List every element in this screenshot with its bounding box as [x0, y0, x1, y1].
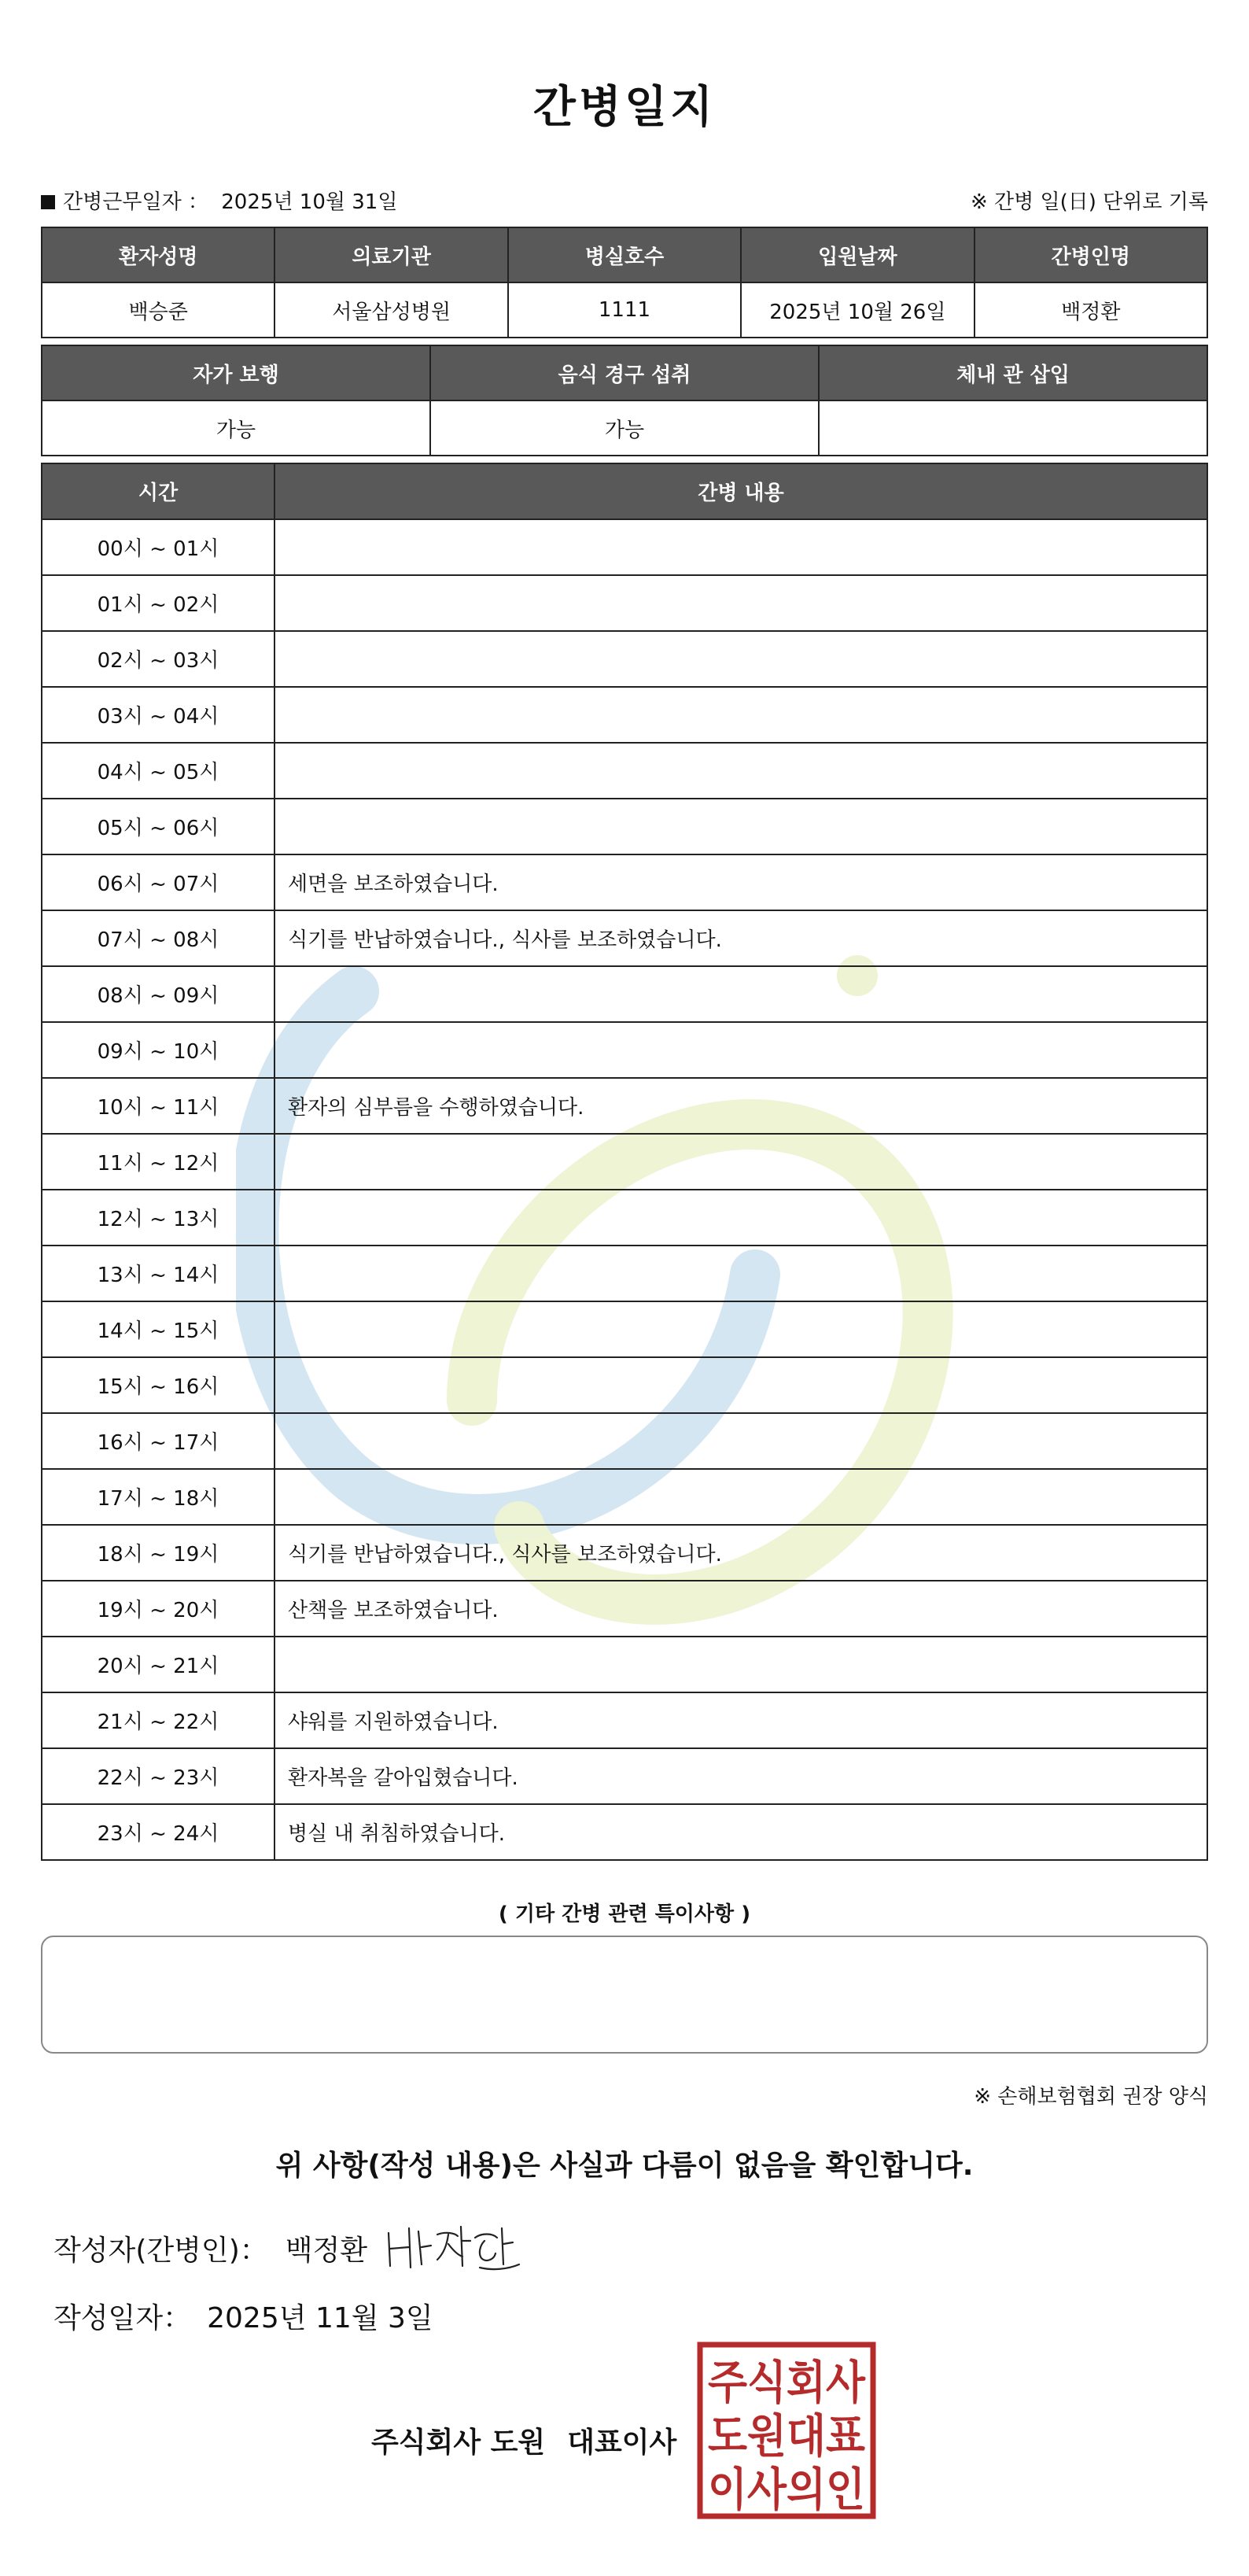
care-log-content: 식기를 반납하였습니다., 식사를 보조하였습니다.	[274, 1525, 1207, 1581]
care-log-content: 병실 내 취침하였습니다.	[274, 1804, 1207, 1860]
room-number: 1111	[508, 282, 741, 338]
header-tube-insertion: 체내 관 삽입	[819, 345, 1207, 400]
handwritten-signature	[382, 2217, 524, 2280]
care-log-row	[42, 1078, 1207, 1134]
care-log-time: 05시 ~ 06시	[42, 799, 274, 854]
form-source-note: ※ 손해보험협회 권장 양식	[974, 2085, 1208, 2109]
care-log-content	[274, 519, 1207, 575]
care-log-content	[274, 1301, 1207, 1357]
care-log-row	[42, 1804, 1207, 1860]
care-log-time: 21시 ~ 22시	[42, 1692, 274, 1748]
care-log-time: 18시 ~ 19시	[42, 1525, 274, 1581]
care-log-time: 04시 ~ 05시	[42, 743, 274, 799]
care-log-row	[42, 1748, 1207, 1804]
header-hospital: 의료기관	[274, 227, 507, 282]
company-seal-stamp	[697, 2342, 876, 2519]
patient-name: 백승준	[42, 282, 274, 338]
patient-status-table	[41, 345, 1208, 456]
care-log-time: 11시 ~ 12시	[42, 1134, 274, 1190]
header-admission-date: 입원날짜	[741, 227, 974, 282]
care-log-row	[42, 1469, 1207, 1525]
care-log-row	[42, 519, 1207, 575]
care-log-time: 03시 ~ 04시	[42, 687, 274, 743]
care-log-time: 07시 ~ 08시	[42, 910, 274, 966]
care-log-content: 샤워를 지원하였습니다.	[274, 1692, 1207, 1748]
care-log-time: 06시 ~ 07시	[42, 854, 274, 910]
seal-text-line-1: 주식회사	[708, 2356, 866, 2409]
care-log-time: 15시 ~ 16시	[42, 1357, 274, 1413]
self-walking-value: 가능	[42, 400, 430, 456]
care-log-row	[42, 1525, 1207, 1581]
care-log-row	[42, 966, 1207, 1022]
care-log-content	[274, 1637, 1207, 1692]
care-log-time: 19시 ~ 20시	[42, 1581, 274, 1637]
care-log-time: 13시 ~ 14시	[42, 1246, 274, 1301]
care-log-header-row	[42, 463, 1207, 519]
caregiver-name: 백정환	[975, 282, 1207, 338]
care-log-time: 01시 ~ 02시	[42, 575, 274, 631]
header-care-content: 간병 내용	[274, 463, 1207, 519]
care-log-row	[42, 799, 1207, 854]
tube-insertion-value	[819, 400, 1207, 456]
care-log-content	[274, 631, 1207, 687]
care-log-time: 22시 ~ 23시	[42, 1748, 274, 1804]
care-log-row	[42, 1357, 1207, 1413]
care-log-time: 20시 ~ 21시	[42, 1637, 274, 1692]
care-log-time: 08시 ~ 09시	[42, 966, 274, 1022]
care-log-row	[42, 687, 1207, 743]
care-log-row	[42, 910, 1207, 966]
care-log-row	[42, 1692, 1207, 1748]
writer-label: 작성자(간병인)：	[53, 2235, 268, 2267]
care-log-row	[42, 1581, 1207, 1637]
care-log-content	[274, 1357, 1207, 1413]
care-log-content	[274, 575, 1207, 631]
seal-text-line-2: 도원대표	[708, 2409, 865, 2463]
care-log-content: 환자복을 갈아입혔습니다.	[274, 1748, 1207, 1804]
care-log-table	[41, 463, 1208, 1861]
header-patient-name: 환자성명	[42, 227, 274, 282]
company-name: 주식회사 도원	[371, 2427, 546, 2459]
care-log-time: 12시 ~ 13시	[42, 1190, 274, 1246]
care-log-content	[274, 1413, 1207, 1469]
care-log-row	[42, 854, 1207, 910]
patient-status-header-row	[42, 345, 1207, 400]
header-oral-intake: 음식 경구 섭취	[430, 345, 819, 400]
seal-text-line-3: 이사의인	[708, 2463, 865, 2516]
care-log-row	[42, 1413, 1207, 1469]
care-log-time: 00시 ~ 01시	[42, 519, 274, 575]
care-log-content: 식기를 반납하였습니다., 식사를 보조하였습니다.	[274, 910, 1207, 966]
writer-name: 백정환	[285, 2235, 368, 2267]
care-log-content	[274, 1022, 1207, 1078]
care-log-time: 09시 ~ 10시	[42, 1022, 274, 1078]
care-log-time: 02시 ~ 03시	[42, 631, 274, 687]
patient-status-value-row	[42, 400, 1207, 456]
writer-line	[53, 2228, 367, 2268]
care-log-content: 세면을 보조하였습니다.	[274, 854, 1207, 910]
care-log-content	[274, 1246, 1207, 1301]
care-log-content	[274, 966, 1207, 1022]
care-log-row	[42, 1134, 1207, 1190]
care-log-row	[42, 575, 1207, 631]
remarks-box	[41, 1936, 1208, 2054]
work-date-label: 간병근무일자 ：	[63, 190, 208, 214]
square-bullet-icon	[41, 195, 55, 209]
care-log-content	[274, 799, 1207, 854]
care-log-time: 10시 ~ 11시	[42, 1078, 274, 1134]
care-log-row	[42, 631, 1207, 687]
care-log-row	[42, 1301, 1207, 1357]
care-log-row	[42, 1022, 1207, 1078]
hospital-name: 서울삼성병원	[274, 282, 507, 338]
oral-intake-value: 가능	[430, 400, 819, 456]
care-log-content	[274, 1190, 1207, 1246]
header-self-walking: 자가 보행	[42, 345, 430, 400]
care-log-content: 환자의 심부름을 수행하였습니다.	[274, 1078, 1207, 1134]
care-log-row	[42, 1637, 1207, 1692]
written-date-label: 작성일자：	[53, 2302, 192, 2334]
header-room-number: 병실호수	[508, 227, 741, 282]
representative-title: 대표이사	[567, 2427, 677, 2459]
header-caregiver-name: 간병인명	[975, 227, 1207, 282]
patient-info-table	[41, 227, 1208, 338]
work-date-value: 2025년 10월 31일	[221, 190, 398, 214]
admission-date: 2025년 10월 26일	[741, 282, 974, 338]
care-log-content: 산책을 보조하였습니다.	[274, 1581, 1207, 1637]
care-log-time: 14시 ~ 15시	[42, 1301, 274, 1357]
care-log-body	[42, 519, 1207, 1860]
header-time: 시간	[42, 463, 274, 519]
record-unit-note: ※ 간병 일(日) 단위로 기록	[970, 190, 1208, 214]
care-log-time: 16시 ~ 17시	[42, 1413, 274, 1469]
care-log-row	[42, 743, 1207, 799]
care-log-content	[274, 1469, 1207, 1525]
care-log-content	[274, 687, 1207, 743]
care-log-row	[42, 1190, 1207, 1246]
care-log-time: 17시 ~ 18시	[42, 1469, 274, 1525]
patient-info-value-row	[42, 282, 1207, 338]
remarks-caption: ( 기타 간병 관련 특이사항 )	[498, 1902, 751, 1926]
care-log-row	[42, 1246, 1207, 1301]
care-log-content	[274, 1134, 1207, 1190]
company-line	[371, 2420, 676, 2460]
page-title: 간병일지	[532, 82, 717, 133]
work-date-line	[41, 186, 397, 215]
care-log-content	[274, 743, 1207, 799]
patient-info-header-row	[42, 227, 1207, 282]
confirmation-statement: 위 사항(작성 내용)은 사실과 다름이 없음을 확인합니다.	[275, 2150, 974, 2182]
written-date-line	[53, 2296, 433, 2336]
care-log-time: 23시 ~ 24시	[42, 1804, 274, 1860]
written-date-value: 2025년 11월 3일	[207, 2302, 433, 2334]
